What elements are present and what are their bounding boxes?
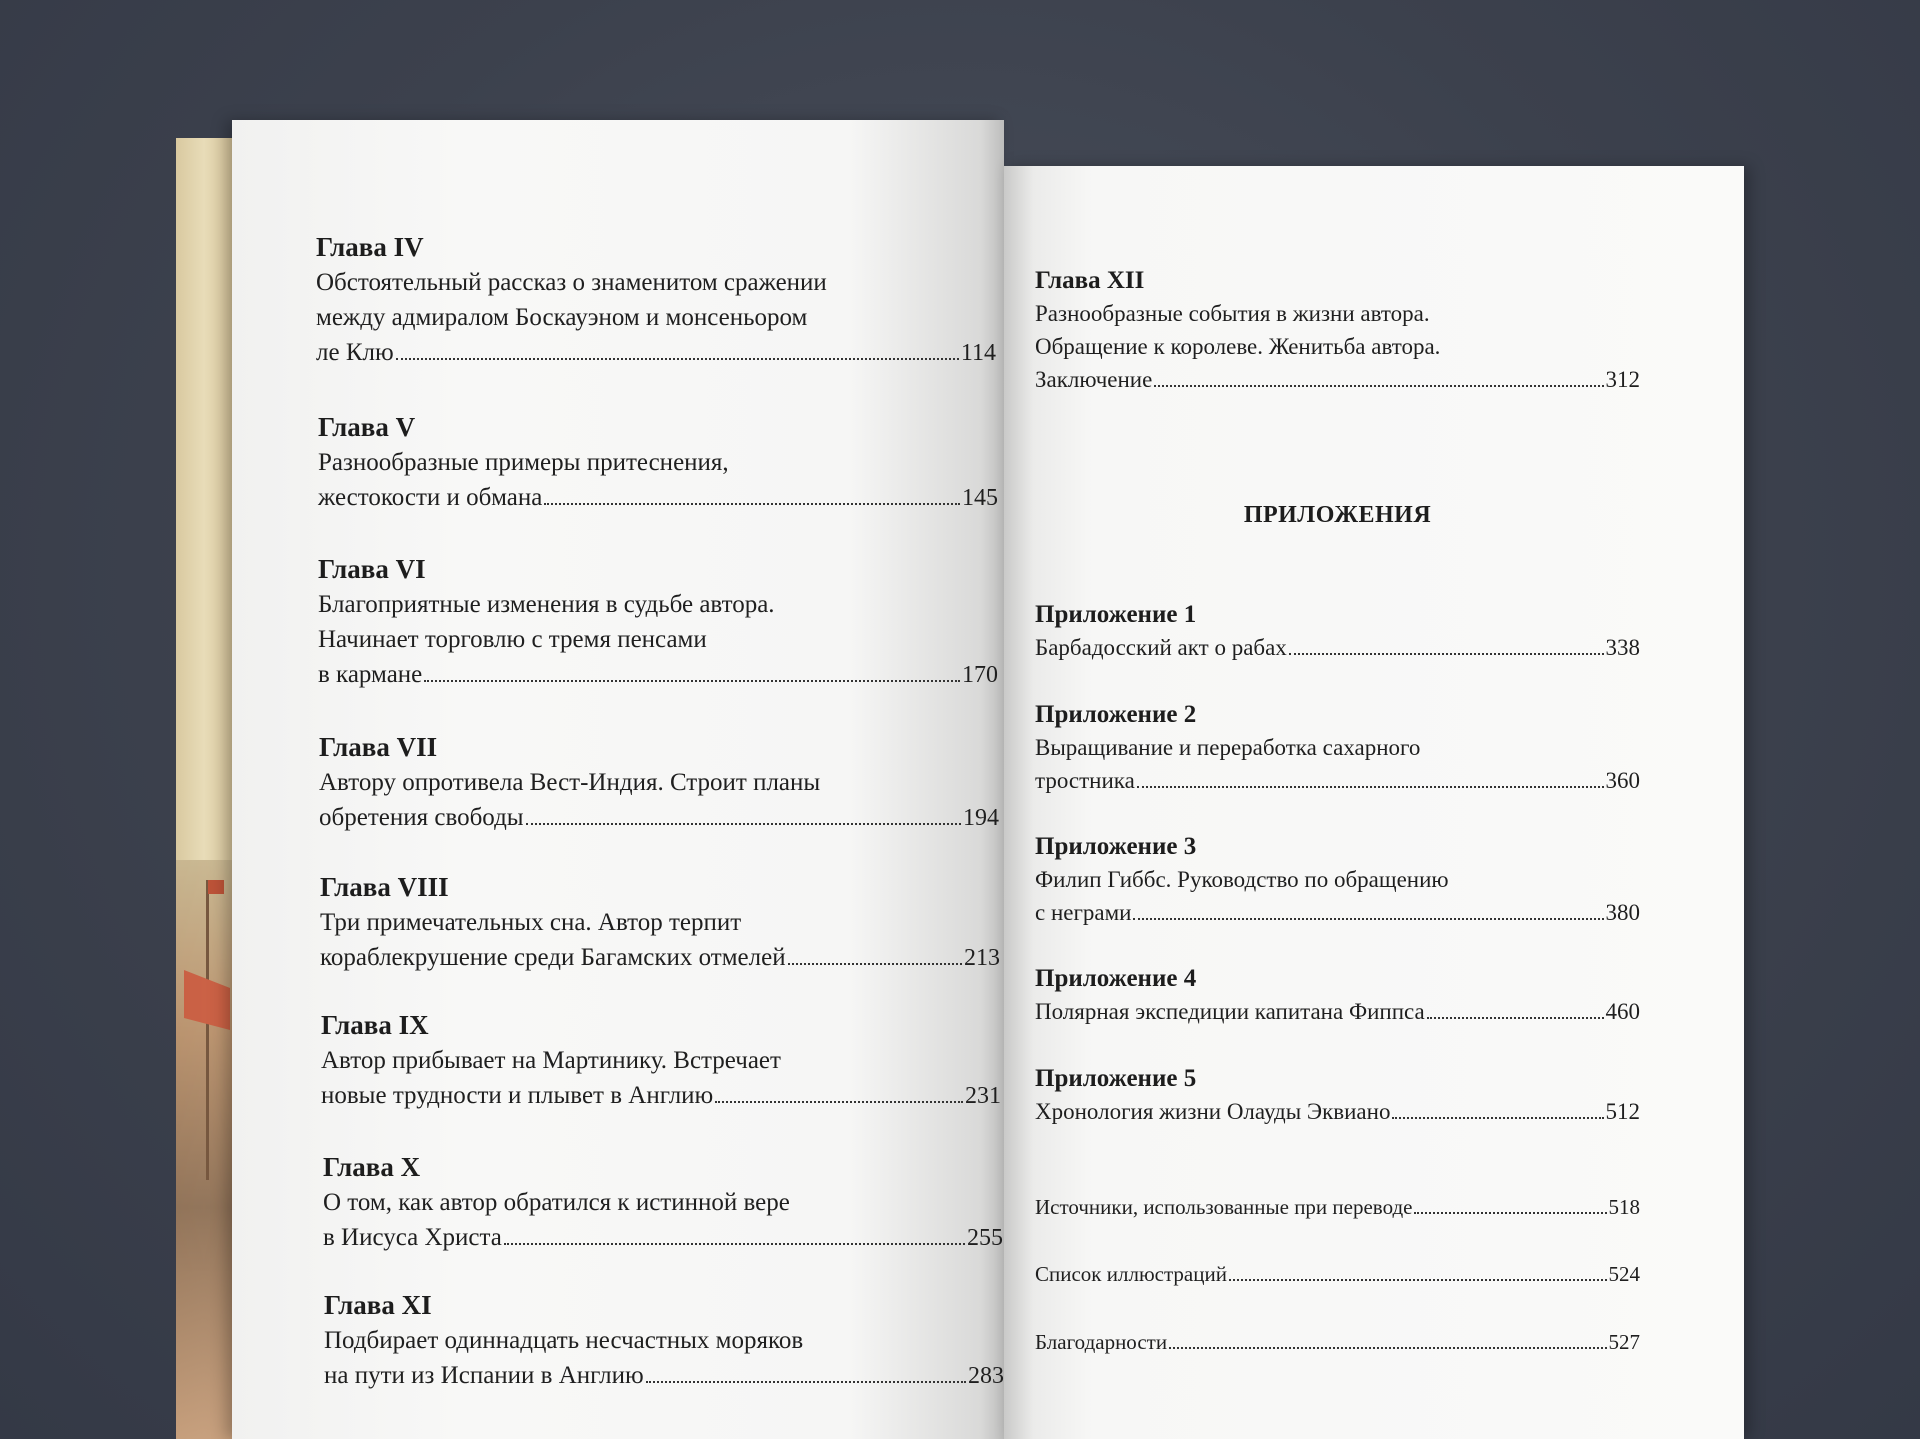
chapter-title-tail: в Иисуса Христа [323,1224,502,1251]
page-number: 527 [1608,1330,1640,1354]
leader-dots [1137,785,1604,788]
chapter-title-line: между адмиралом Боскауэном и монсеньором [316,304,808,331]
appendix-title-tail: Хронология жизни Олауды Эквиано [1035,1099,1391,1124]
page-number: 360 [1605,768,1640,793]
chapter-heading: Глава X [323,1152,421,1182]
chapter-title-last-line [320,940,1000,976]
chapter-title-last-line [318,480,998,516]
page-number: 283 [968,1363,1004,1389]
appendix-title-line: Филип Гиббс. Руководство по обращению [1035,867,1449,892]
chapter-title-last-line [321,1078,1001,1114]
chapter-heading: Глава VI [318,554,426,584]
page-number: 460 [1605,999,1640,1024]
leader-dots [424,679,960,682]
appendix-heading: Приложение 4 [1035,965,1197,992]
page-number: 512 [1605,1099,1640,1124]
appendices-heading: ПРИЛОЖЕНИЯ [1243,502,1432,528]
chapter-title-tail: на пути из Испании в Англию [324,1362,644,1389]
toc-entry [318,410,998,516]
leader-dots [1229,1278,1607,1281]
chapter-title-last-line [324,1358,1004,1394]
toc-entry [323,1150,1003,1256]
leader-dots [788,962,962,965]
appendix-title-last-line [1035,764,1640,797]
page-number: 518 [1608,1195,1640,1219]
chapter-heading: Глава IX [321,1010,429,1040]
chapter-heading: Глава IV [316,232,424,262]
chapter-title-line: О том, как автор обратился к истинной вере [323,1189,790,1216]
leader-dots [1414,1211,1606,1214]
cover-ship-illustration [176,860,236,1439]
toc-entry [319,730,999,836]
appendix-entry [1035,830,1640,929]
chapter-title-tail: новые трудности и плывет в Англию [321,1082,714,1109]
chapter-title-last-line [318,657,998,693]
page-number: 380 [1605,900,1640,925]
leader-dots [504,1242,965,1245]
toc-entry [320,870,1000,976]
chapter-title-line: Разнообразные примеры притеснения, [318,449,729,476]
page-number: 312 [1605,367,1640,392]
appendix-title-last-line [1035,995,1640,1028]
back-matter-entry [1035,1192,1640,1222]
appendix-title-last-line [1035,896,1640,929]
appendix-title-last-line [1035,631,1640,664]
leader-dots [1169,1346,1606,1349]
page-number: 194 [963,805,999,831]
toc-entry [1035,264,1640,396]
appendix-entry [1035,1062,1640,1128]
chapter-title-line: Начинает торговлю с тремя пенсами [318,626,707,653]
ship-flag [208,880,224,894]
leader-dots [1392,1116,1603,1119]
chapter-title-last-line [1035,363,1640,396]
leader-dots [1133,917,1603,920]
chapter-title-tail: в кармане [318,661,423,688]
chapter-title-line: Подбирает одиннадцать несчастных моряков [324,1327,804,1354]
appendix-heading: Приложение 1 [1035,601,1197,628]
chapter-heading: Глава XII [1035,267,1145,294]
ship-mast [206,880,209,1180]
toc-entry [318,552,998,693]
appendix-heading: Приложение 2 [1035,701,1197,728]
leader-dots [544,502,960,505]
appendix-title-last-line [1035,1095,1640,1128]
back-matter-entry [1035,1327,1640,1357]
chapter-heading: Глава VIII [320,872,449,902]
leader-dots [1427,1016,1604,1019]
appendix-entry [1035,962,1640,1028]
chapter-heading: Глава XI [324,1290,432,1320]
chapter-title-tail: обретения свободы [319,804,524,831]
chapter-title-line: Разнообразные события в жизни автора. [1035,301,1430,326]
appendix-entry [1035,698,1640,797]
page-number: 213 [964,945,1000,971]
leader-dots [646,1380,966,1383]
chapter-title-tail: ле Клю [316,339,394,366]
chapter-title-tail: кораблекрушение среди Багамских отмелей [320,944,786,971]
back-matter-entry [1035,1259,1640,1289]
back-matter-label: Благодарности [1035,1330,1168,1354]
toc-entry [316,230,996,371]
page-number: 114 [960,340,996,366]
back-matter-label: Список иллюстраций [1035,1262,1227,1286]
chapter-title-line: Обстоятельный рассказ о знаменитом сражении [316,269,827,296]
page-number: 524 [1608,1262,1640,1286]
chapter-title-last-line [319,800,999,836]
chapter-title-line: Обращение к королеве. Женитьба автора. [1035,334,1441,359]
chapter-heading: Глава VII [319,732,438,762]
page-number: 170 [962,662,998,688]
chapter-title-last-line [323,1220,1003,1256]
ship-sail [184,970,230,1030]
chapter-title-line: Благоприятные изменения в судьбе автора. [318,591,775,618]
back-matter-label: Источники, использованные при переводе [1035,1195,1413,1219]
leader-dots [715,1100,963,1103]
leader-dots [1154,384,1603,387]
appendix-title-tail: Барбадосский акт о рабах [1035,635,1287,660]
appendix-title-tail: с неграми [1035,900,1132,925]
chapter-title-tail: жестокости и обмана [318,484,543,511]
page-number: 338 [1605,635,1640,660]
toc-entry [324,1288,1004,1394]
chapter-heading: Глава V [318,412,416,442]
appendix-heading: Приложение 5 [1035,1065,1197,1092]
chapter-title-tail: Заключение [1035,367,1153,392]
chapter-title-line: Три примечательных сна. Автор терпит [320,909,742,936]
chapter-title-line: Автору опротивела Вест-Индия. Строит планы [319,769,821,796]
page-number: 231 [965,1083,1001,1109]
appendix-title-tail: Полярная экспедиции капитана Фиппса [1035,999,1425,1024]
page-number: 145 [962,485,998,511]
appendix-entry [1035,598,1640,664]
appendix-heading: Приложение 3 [1035,833,1197,860]
chapter-title-line: Автор прибывает на Мартинику. Встречает [321,1047,781,1074]
appendix-title-tail: тростника [1035,768,1135,793]
chapter-title-last-line [316,335,996,371]
leader-dots [1289,652,1604,655]
toc-entry [321,1008,1001,1114]
leader-dots [396,357,959,360]
page-number: 255 [967,1225,1003,1251]
appendix-title-line: Выращивание и переработка сахарного [1035,735,1421,760]
leader-dots [526,822,961,825]
